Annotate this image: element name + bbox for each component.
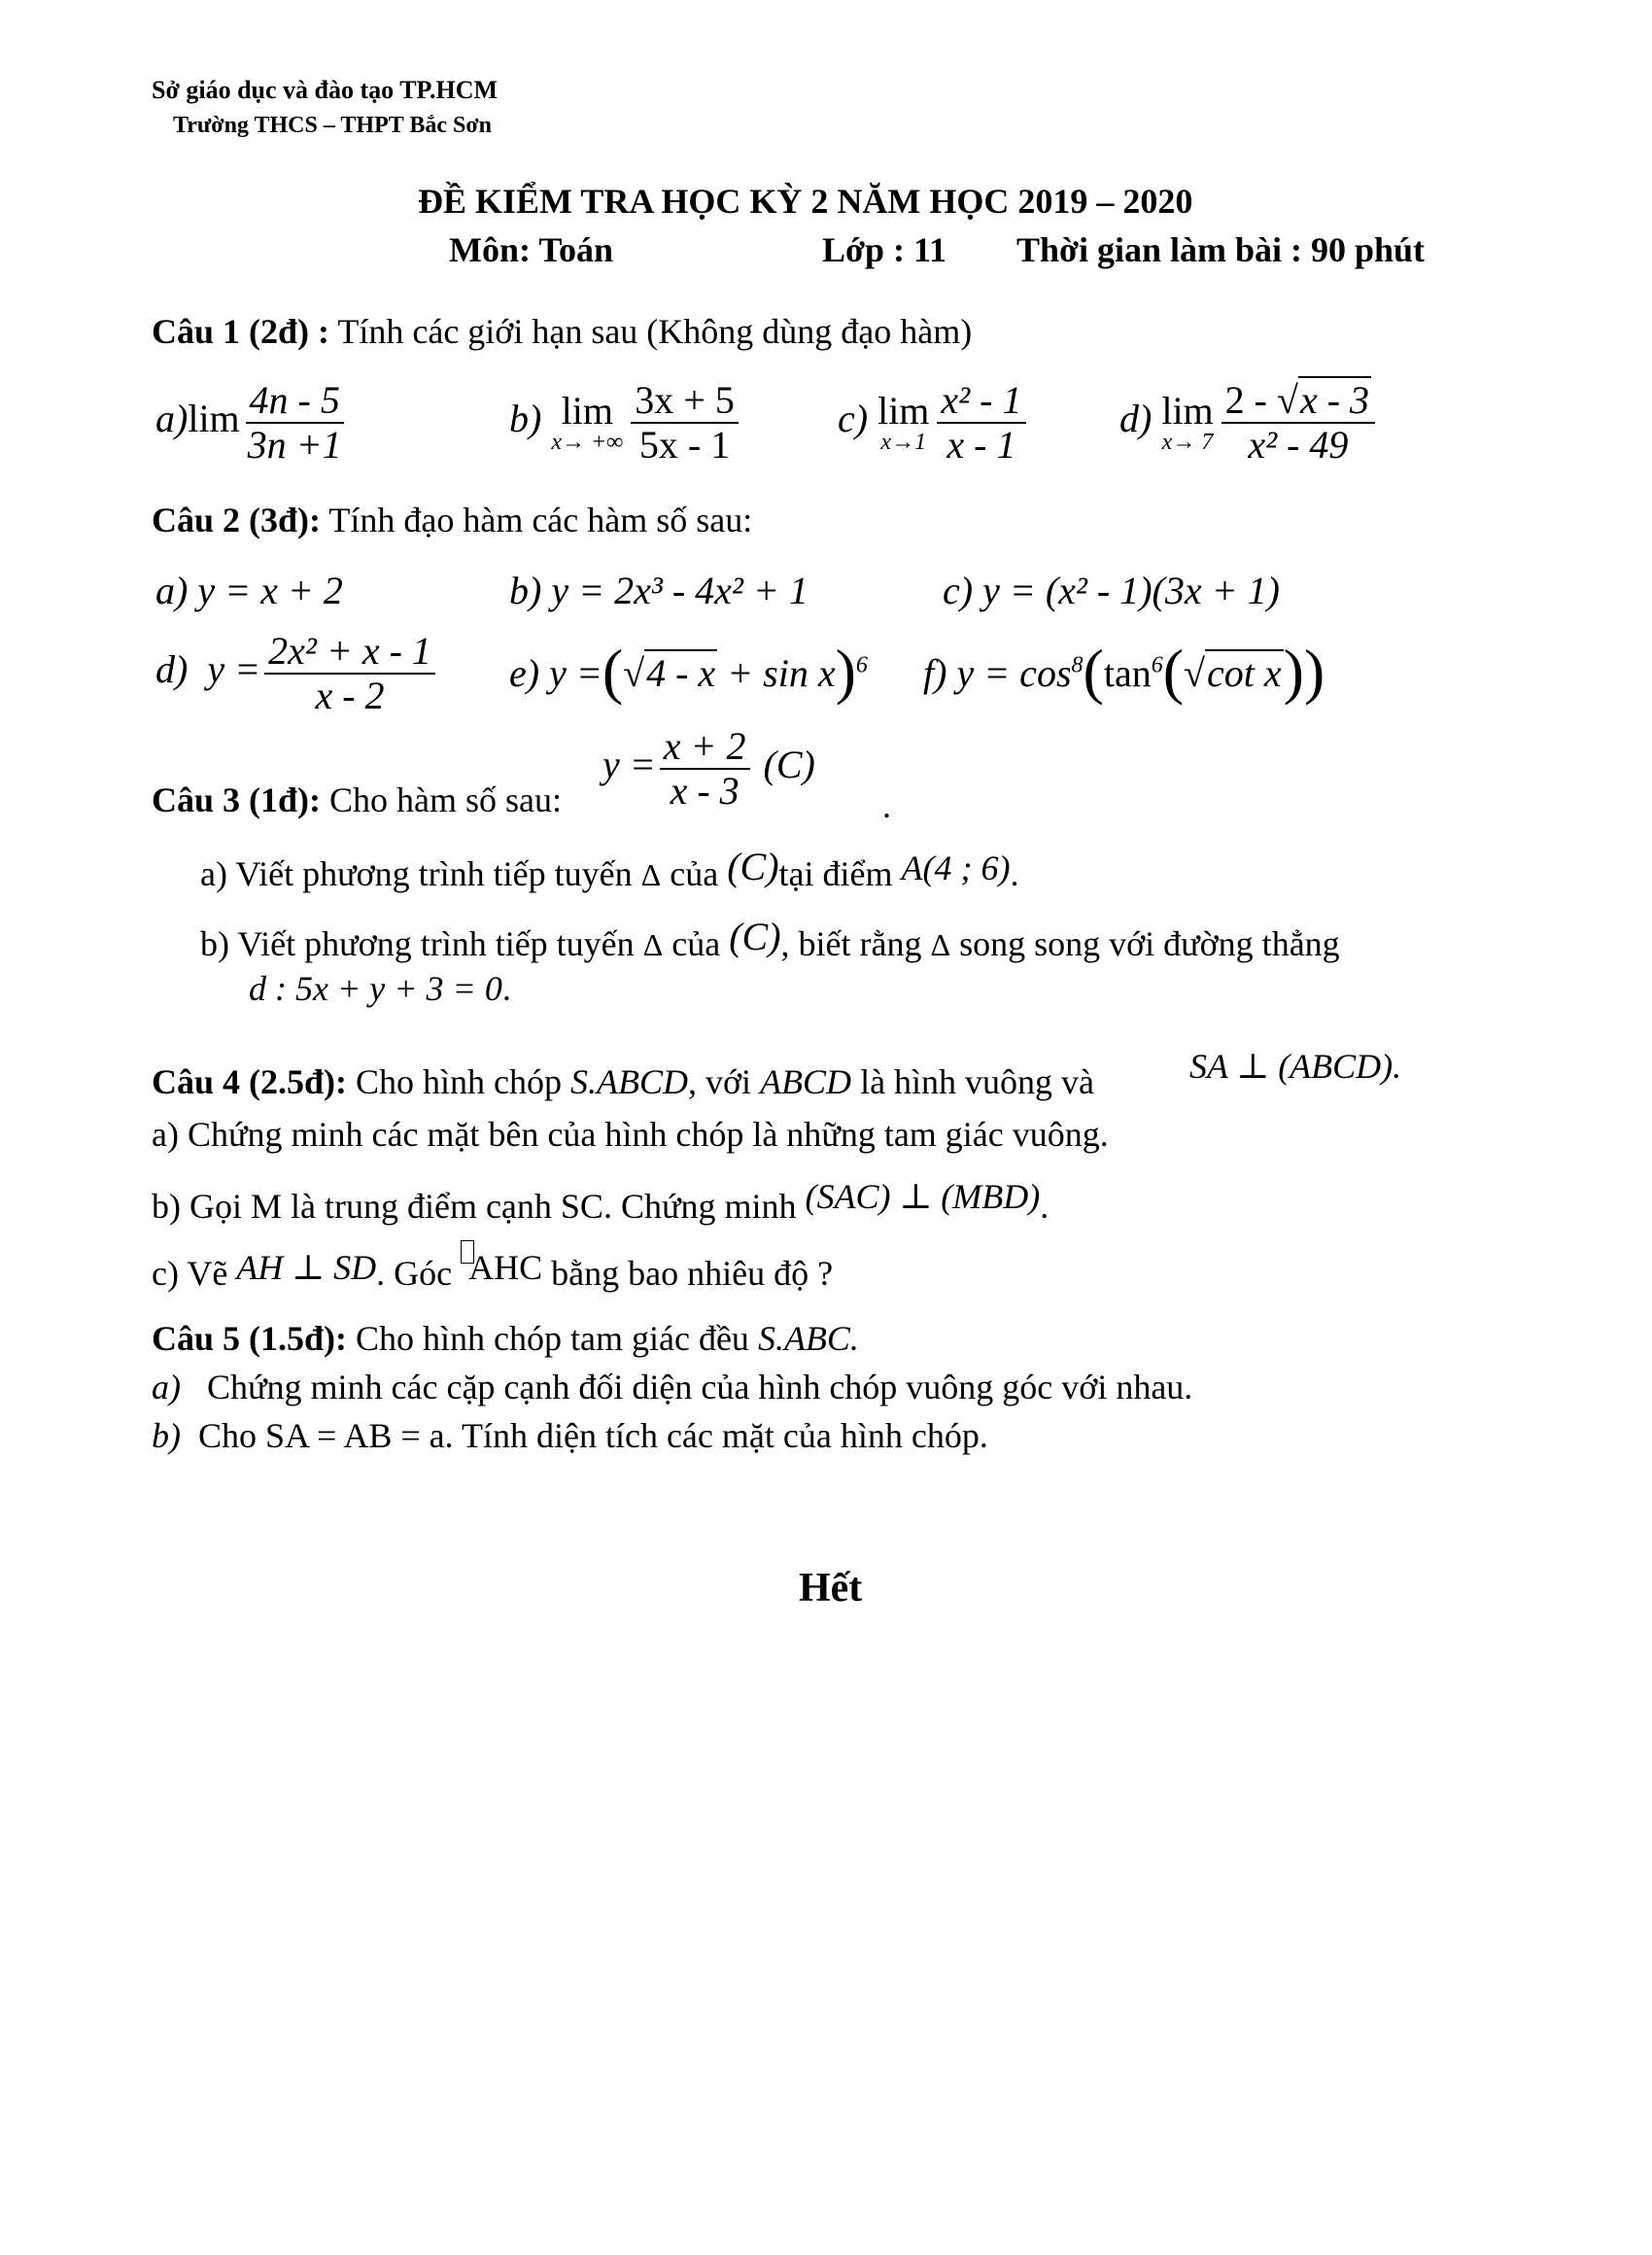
q1-a-id: a) <box>155 397 189 441</box>
q5-sabc: S.ABC. <box>757 1319 859 1358</box>
q2-b-expr: y = 2x³ - 4x² + 1 <box>551 569 809 612</box>
q3-func-fraction <box>660 725 750 813</box>
q1-c-id: c) <box>838 397 869 441</box>
q2-part-d <box>155 630 439 717</box>
q1-b-lim <box>551 389 624 455</box>
q1-a-lim: lim <box>188 397 240 441</box>
q3-b-line-eq: d : 5x + y + 3 = 0 <box>249 969 502 1008</box>
q5-a-id: a) <box>152 1368 181 1406</box>
q2-f-exp2: 6 <box>1151 652 1163 678</box>
q2-part-b <box>509 568 809 613</box>
q1-b-num: 3x + 5 <box>631 379 739 424</box>
q2-f-id: f) <box>923 651 947 695</box>
q5-a-text: Chứng minh các cặp cạnh đối diện của hình chóp vuông góc với nhau. <box>207 1368 1193 1406</box>
q5-heading <box>152 1318 859 1359</box>
q3-a-point: A(4 ; 6) <box>901 849 1011 887</box>
q1-a-fraction <box>244 379 346 467</box>
q4-c-text1: c) Vẽ <box>152 1254 228 1293</box>
q3-b-text3: , biết rằng <box>780 924 922 963</box>
q2-d-fraction <box>264 630 435 717</box>
q2-part-a <box>155 568 343 613</box>
q4-heading <box>152 1061 1094 1102</box>
q1-b-den: 5x - 1 <box>638 423 731 467</box>
q1-d-num <box>1222 379 1375 424</box>
q2-text: Tính đạo hàm các hàm số sau: <box>328 501 753 539</box>
q3-curve: (C) <box>763 743 815 787</box>
q3-part-b <box>200 914 1340 964</box>
q4-part-c <box>152 1240 833 1294</box>
q4-abcd: ABCD <box>760 1062 852 1101</box>
q2-f-radicand: cot x <box>1206 651 1282 695</box>
q1-d-lim-word: lim <box>1161 389 1214 433</box>
q3-a-text1: a) Viết phương trình tiếp tuyến <box>200 854 633 893</box>
q4-c-angle: AHC <box>468 1248 543 1287</box>
exam-title: ĐỀ KIỂM TRA HỌC KỲ 2 NĂM HỌC 2019 – 2020 <box>418 182 1193 221</box>
q1-c-fraction <box>937 379 1025 467</box>
q1-c-den: x - 1 <box>946 423 1016 467</box>
q3-b-delta: Δ <box>642 927 664 962</box>
q4-part-a: a) Chứng minh các mặt bên của hình chóp là những tam giác vuông. <box>152 1115 1109 1154</box>
q2-f-exp1: 8 <box>1071 652 1084 678</box>
q2-e-radicand: 4 - x <box>646 651 716 695</box>
q2-d-num: 2x² + x - 1 <box>264 630 435 675</box>
q4-b-dot: . <box>1040 1187 1050 1226</box>
q3-heading <box>152 780 562 820</box>
q4-c-text3: bằng bao nhiêu độ ? <box>551 1254 834 1293</box>
q3-b-dot: . <box>501 969 511 1008</box>
q3-func-lhs: y = <box>602 743 656 787</box>
q2-e-exp: 6 <box>855 652 868 678</box>
q4-b-rel: (SAC) ⊥ (MBD) <box>805 1177 1041 1216</box>
q2-a-expr: y = x + 2 <box>197 569 343 612</box>
q2-c-id: c) <box>943 569 974 612</box>
q2-heading <box>152 500 752 540</box>
q1-b-fraction <box>631 379 739 467</box>
q3-a-delta: Δ <box>640 857 662 892</box>
q1-d-den: x² - 49 <box>1248 423 1349 467</box>
q2-part-e: e) $y =(√4 - x + \sin x)^6$ <box>509 637 868 706</box>
q2-c-expr: y = (x² - 1)(3x + 1) <box>982 569 1280 612</box>
q3-label: Câu 3 (1đ): <box>152 781 322 819</box>
q4-text3: là hình vuông và <box>851 1062 1095 1101</box>
school: Trường THCS – THPT Bắc Sơn <box>173 113 492 138</box>
q1-d-sqrt: √x - 3 <box>1277 378 1370 422</box>
q1-c-lim-sub: x→1 <box>880 430 927 455</box>
q2-d-den: x - 2 <box>315 674 385 717</box>
q3-dot: . <box>882 786 891 825</box>
q2-f-tan: tan <box>1103 651 1152 695</box>
q1-heading <box>152 311 972 352</box>
q1-d-lim <box>1161 389 1214 455</box>
subject-label: Môn: Toán <box>449 230 614 269</box>
q1-part-d <box>1119 379 1379 467</box>
q1-c-num: x² - 1 <box>937 379 1025 424</box>
q2-d-id: d) <box>155 647 189 692</box>
q4-part-b <box>152 1176 1049 1227</box>
q5-text1: Cho hình chóp tam giác đều <box>347 1319 758 1358</box>
q2-e-rest: + sin x <box>727 651 836 695</box>
q3-b-curve: (C) <box>729 915 781 958</box>
q1-c-lim-word: lim <box>878 389 930 433</box>
q1-d-fraction <box>1222 379 1375 467</box>
q3-b-line <box>249 968 511 1009</box>
q4-b-text: b) Gọi M là trung điểm cạnh SC. Chứng minh <box>152 1187 797 1226</box>
q1-label: Câu 1 (2đ) : <box>152 312 330 351</box>
grade-label: Lớp : 11 <box>822 230 946 269</box>
q5-label: Câu 5 (1.5đ): <box>152 1319 348 1358</box>
q1-part-a <box>155 379 350 467</box>
time-label: Thời gian làm bài : 90 phút <box>1016 230 1426 269</box>
q1-d-lim-sub: x→ 7 <box>1161 430 1214 455</box>
q3-text: Cho hàm số sau: <box>329 781 563 819</box>
q5-part-a <box>152 1367 1192 1407</box>
q3-b-text1: b) Viết phương trình tiếp tuyến <box>200 924 635 963</box>
q4-text1: Cho hình chóp <box>347 1062 571 1101</box>
q3-b-delta-2: Δ <box>930 927 951 962</box>
q3-a-text2: của <box>670 854 719 893</box>
q4-text2: , với <box>688 1062 761 1101</box>
department: Sở giáo dục và đào tạo TP.HCM <box>152 76 499 104</box>
q2-d-lhs: y = <box>207 647 261 692</box>
q2-f-lhs: y = cos <box>956 651 1072 695</box>
q2-f-sqrt: √cot x <box>1184 651 1282 695</box>
q1-b-lim-sub: x→ +∞ <box>551 430 624 455</box>
q2-e-lhs: y = <box>549 651 602 695</box>
q5-part-b <box>152 1415 988 1456</box>
q3-func-den: x - 3 <box>670 769 740 813</box>
q4-c-text2: . Góc <box>376 1254 453 1293</box>
q3-part-a <box>200 844 1018 894</box>
q1-text: Tính các giới hạn sau (Không dùng đạo hàm) <box>337 312 973 351</box>
q3-func-num: x + 2 <box>660 725 750 770</box>
q1-d-radicand: x - 3 <box>1299 378 1370 422</box>
q3-b-text4: song song với đường thẳng <box>959 924 1340 963</box>
q2-b-id: b) <box>509 569 542 612</box>
q1-part-c <box>838 379 1030 467</box>
q2-e-id: e) <box>509 651 540 695</box>
q4-relation: SA ⊥ (ABCD). <box>1189 1047 1402 1086</box>
q5-b-text: Cho SA = AB = a. Tính diện tích các mặt của hình chóp. <box>198 1416 988 1455</box>
q2-e-sqrt: √4 - x <box>623 651 716 695</box>
q5-b-id: b) <box>152 1416 181 1455</box>
q1-d-id: d) <box>1119 397 1153 441</box>
q2-part-f: f) $y = \cos^8(\tan^6(√\cot$ x)) <box>923 637 1325 706</box>
q4-sabcd: S.ABCD <box>570 1062 689 1101</box>
q3-function <box>602 725 815 813</box>
q2-label: Câu 2 (3đ): <box>152 501 322 539</box>
q1-c-lim <box>878 389 930 455</box>
q1-d-num-pre: 2 - <box>1224 378 1277 422</box>
q2-a-id: a) <box>155 569 189 612</box>
q1-b-id: b) <box>509 397 542 441</box>
q3-a-text3: tại điểm <box>778 854 893 893</box>
q3-b-text2: của <box>671 924 721 963</box>
q4-label: Câu 4 (2.5đ): <box>152 1062 348 1101</box>
q1-a-den: 3n +1 <box>247 423 342 467</box>
q1-b-lim-word: lim <box>561 389 613 433</box>
q1-part-b <box>509 379 742 467</box>
q2-part-c <box>943 568 1280 613</box>
q3-a-dot: . <box>1010 854 1019 893</box>
end-mark: Hết <box>799 1566 863 1611</box>
q3-a-curve: (C) <box>727 845 779 888</box>
q1-a-num: 4n - 5 <box>246 379 344 424</box>
q4-c-rel: AH ⊥ SD <box>236 1248 377 1287</box>
